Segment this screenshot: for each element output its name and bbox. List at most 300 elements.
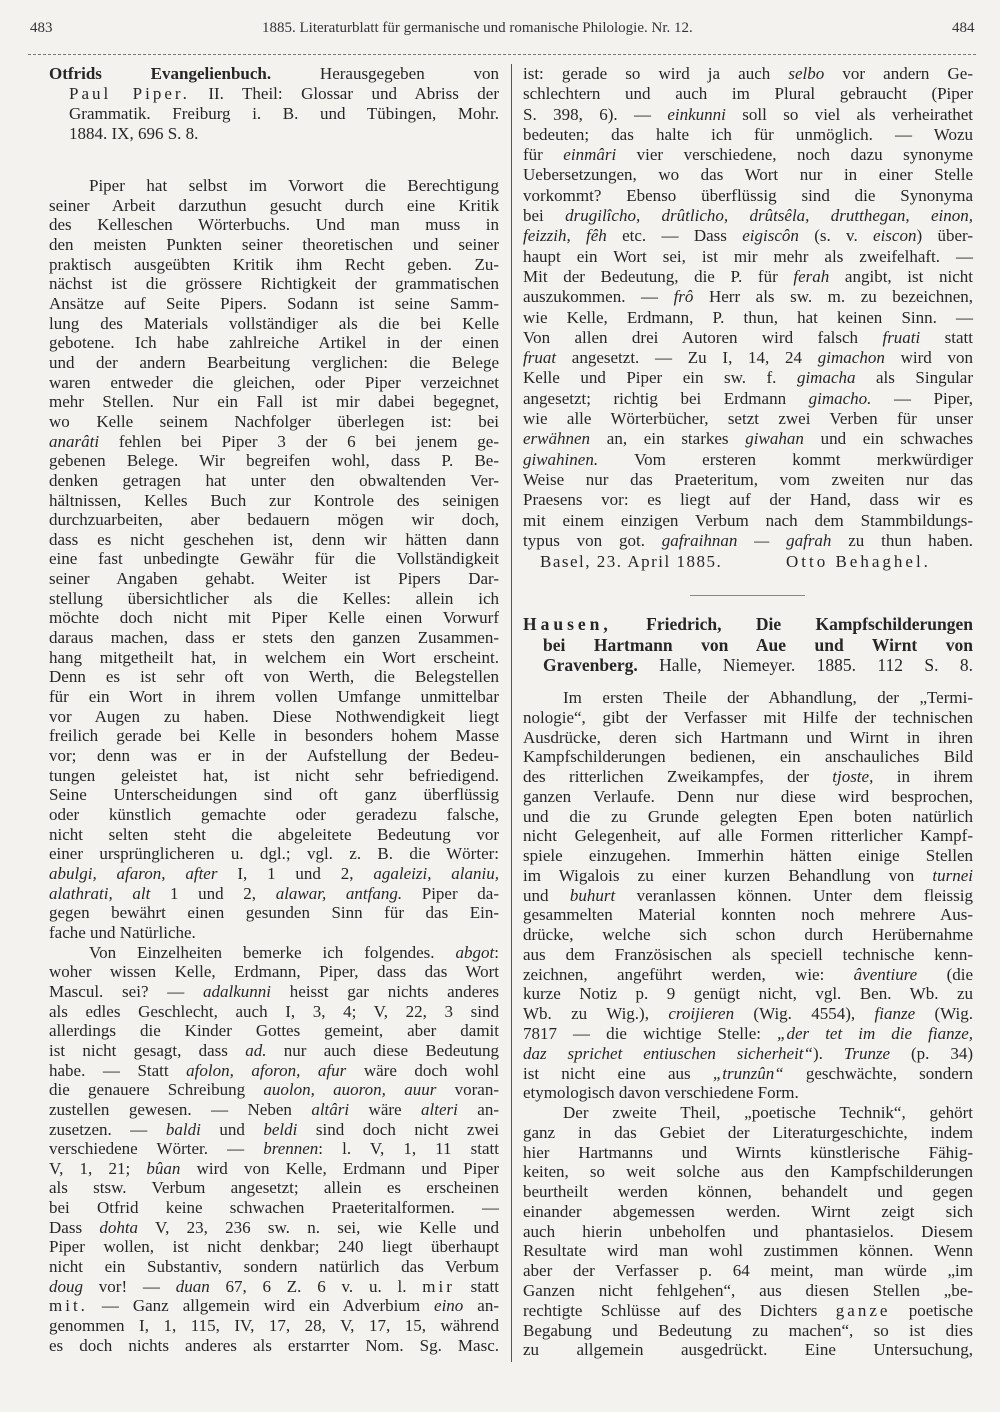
text-run: waren entweder die gleichen, oder Piper verzeichnet: [49, 372, 499, 392]
text-line: [49, 844, 499, 864]
text-run: eine fast unbedingte Gewähr für die Vollständigkeit: [49, 549, 499, 569]
spaced-emphasis: mir: [422, 1276, 455, 1296]
italic-term: fianze: [874, 1004, 916, 1024]
text-line: [49, 491, 499, 511]
text-run: wird von Kelle, Erdmann und Piper: [180, 1158, 499, 1178]
paragraph: [49, 943, 499, 1356]
text-line: [523, 1024, 973, 1044]
text-line: [49, 687, 499, 707]
text-line: [49, 373, 499, 393]
text-line: [523, 1064, 973, 1084]
text-run: gebenen Belege. Wir begreifen wohl, dass P. Be-: [49, 451, 499, 471]
text-run: durchzuarbeiten, aber bedauern mögen wir doch,: [49, 510, 499, 530]
italic-term: selbo: [788, 64, 825, 83]
text-line: [49, 1021, 499, 1041]
italic-term: baldi: [165, 1119, 201, 1139]
text-run: einer ursprünglicheren u. dgl.; vgl. z. B. die Wörter:: [49, 844, 499, 864]
text-line: [523, 1004, 973, 1024]
text-line: [49, 1120, 499, 1140]
text-run: wie Kelle, Erdmann, P. thun, hat keinen Sinn. —: [523, 307, 973, 327]
text-line: [523, 1281, 973, 1301]
text-run: auch hierin unbeholfen und phantasielos. Diesem: [523, 1221, 973, 1241]
text-run: verschiedene Wörter. —: [49, 1139, 264, 1159]
paragraph: [523, 64, 973, 551]
text-line: [49, 294, 499, 314]
italic-term: gafraihnan — gafrah: [661, 530, 832, 550]
text-run: voran-: [436, 1080, 500, 1100]
text-run: Piper hat selbst im Vorwort die Berechtigung: [89, 176, 499, 195]
italic-term: frô: [673, 287, 694, 307]
text-run: Mascul. sei? —: [49, 981, 204, 1001]
left-column-body: [49, 176, 499, 1355]
text-run: genommen I, 1, 115, IV, 17, 28, V, 17, 15, während: [49, 1316, 499, 1336]
text-line: [49, 1178, 499, 1198]
italic-term: tjoste,: [832, 767, 874, 787]
text-run: hang mitgetheilt hat, in welchem ein Wort erscheint.: [49, 647, 499, 667]
text-run: Der zweite Theil, „poetische Technik“, gehört: [563, 1103, 973, 1123]
text-run: Piper da-: [402, 883, 499, 903]
text-run: zustellen gewesen. — Neben: [49, 1099, 312, 1119]
page-number-left: 483: [30, 20, 53, 36]
signature-place-date: Basel, 23. April 1885.: [540, 552, 723, 571]
italic-term: gimacho.: [808, 388, 872, 408]
bold-title: bei Hartmann von Aue und Wirnt von: [543, 634, 973, 655]
text-line: [49, 1002, 499, 1022]
review-heading-otfrid: [49, 64, 499, 144]
text-run: II. Theil: Glossar und Abriss der: [189, 84, 500, 103]
text-line: [49, 805, 499, 825]
text-line: [523, 886, 973, 906]
text-line: [523, 826, 973, 846]
text-run: V, 23, 236 sw. n. sei, wie Kelle und: [138, 1217, 499, 1237]
text-run: für: [523, 145, 564, 165]
text-line: [49, 903, 499, 923]
text-run: (p. 34): [890, 1043, 973, 1063]
text-run: Herausgegeben von: [271, 64, 499, 83]
text-run: vor andern Ge-: [824, 64, 973, 83]
bold-title: Otfrids Evangelienbuch.: [49, 64, 272, 83]
text-run: Dass: [49, 1217, 100, 1237]
text-run: wäre: [349, 1099, 422, 1119]
text-line: [523, 450, 973, 470]
text-line: [523, 655, 973, 676]
text-line: [523, 728, 973, 748]
text-line: [49, 1100, 499, 1120]
italic-term: ad.: [245, 1040, 267, 1060]
text-run: 1 und 2,: [150, 883, 276, 903]
text-line: [523, 905, 973, 925]
section-separator: [690, 595, 805, 596]
italic-term: beldi: [263, 1119, 298, 1139]
text-run: und: [200, 1119, 264, 1139]
text-run: an-: [463, 1296, 499, 1316]
text-run: Begabung und Bedeutung zu machen“, so ist dies: [523, 1320, 973, 1340]
italic-term: anarâti: [49, 431, 100, 451]
text-run: kurze Notiz p. 9 genügt nicht, vgl. Ben. Wb. zu: [523, 984, 973, 1004]
text-line: [49, 215, 499, 235]
text-run: im Wigalois zu einer kurzen Behandlung von: [523, 865, 933, 885]
text-run: Kampfschilderungen bedienen, ein anschauliches Bild: [523, 747, 973, 767]
text-run: Ausdrücke, deren sich Hartmann und Wirnt in ihren: [523, 727, 973, 747]
text-line: [49, 884, 499, 904]
text-line: [523, 614, 973, 635]
text-run: des Kelleschen Wörterbuchs. Und man muss in: [49, 215, 499, 235]
signature-author: Otto Behaghel.: [786, 552, 931, 571]
text-run: nicht Gelegenheit, auf alle Formen ritterlicher Kampf-: [523, 826, 973, 846]
text-line: [49, 471, 499, 491]
text-line: [523, 125, 973, 145]
text-line: [523, 206, 973, 226]
italic-term: alathrati, alt: [49, 883, 151, 903]
text-run: Im ersten Theile der Abhandlung, der „Termi-: [563, 688, 973, 707]
italic-term: buhurt: [569, 885, 616, 905]
text-run: I, 1 und 2,: [217, 863, 374, 883]
text-line: [49, 549, 499, 569]
text-run: und ein schwaches: [803, 429, 973, 449]
text-run: zu thun haben.: [831, 530, 974, 550]
text-line: [49, 274, 499, 294]
text-run: gesammelten Material konnten noch mehrere Aus-: [523, 905, 973, 925]
text-run: angesetzt. — Zu I, 14, 24: [556, 348, 818, 368]
text-line: [523, 984, 973, 1004]
text-line: [523, 1202, 973, 1222]
text-run: : l. V, 1, 11 statt: [318, 1139, 499, 1159]
italic-term: altâri: [311, 1099, 350, 1119]
text-line: [523, 1162, 973, 1182]
text-run: ) über-: [916, 226, 973, 246]
text-run: ist nicht eine aus: [523, 1063, 713, 1083]
text-run: drücke, welche sich schon durch Herübernahme: [523, 925, 973, 945]
text-run: heisst gar nichts anderes: [271, 981, 500, 1001]
italic-term: adalkunni: [203, 981, 272, 1001]
text-line: [49, 648, 499, 668]
text-line: [49, 104, 499, 124]
italic-term: croijieren: [668, 1004, 735, 1024]
text-run: seiner Arbeit darzuthun gesucht durch eine Kritik: [49, 195, 499, 215]
text-run: Wb. zu Wig.),: [523, 1004, 669, 1024]
text-run: und der andern Bearbeitung verglichen: die Belege: [49, 352, 499, 372]
text-line: [49, 333, 499, 353]
text-line: [49, 124, 499, 144]
text-line: [49, 196, 499, 216]
italic-term: bûan: [146, 1158, 181, 1178]
page-number-right: 484: [952, 20, 975, 36]
paragraph: [523, 688, 973, 1103]
italic-term: eino: [434, 1296, 464, 1316]
text-run: an, ein starkes: [590, 429, 746, 449]
text-run: Herr als sw. m. zu bezeichnen,: [693, 287, 973, 307]
text-run: oder künstlich gemachte oder geradezu falsche,: [49, 805, 499, 824]
text-run: typus von got.: [523, 530, 662, 550]
text-run: angesetzt; richtig bei Erdmann: [523, 388, 809, 408]
text-line: [523, 747, 973, 767]
italic-term: einkunni: [667, 104, 726, 124]
italic-term: fruat: [523, 348, 557, 368]
text-run: und: [523, 885, 570, 905]
text-line: [523, 1044, 973, 1064]
italic-term: daz sprichet entiuschen sicherheit“: [523, 1043, 813, 1063]
text-run: Vom ersteren kommt merkwürdiger: [598, 449, 973, 469]
text-run: zu allgemein ausgedrückt. Eine Untersuchung,: [523, 1340, 973, 1360]
text-line: [523, 1301, 973, 1321]
text-run: :: [494, 942, 499, 962]
text-run: Von allen drei Autoren wird falsch: [523, 327, 883, 347]
text-run: dass es nicht geschehen ist, denn wir hätten dann: [49, 529, 499, 549]
text-run: woher wissen Kelle, Erdmann, Piper, dass das Wort: [49, 962, 499, 982]
text-run: fache und Natürliche.: [49, 922, 196, 942]
text-run: (Wig. 4554),: [734, 1004, 875, 1024]
text-run: nologie“, gibt der Verfasser mit Hilfe der technischen: [523, 707, 973, 727]
text-run: nicht selten steht die abgeleitete Bedeutung vor: [49, 824, 499, 844]
text-run: angibt, ist nicht: [829, 266, 973, 286]
running-header-title: 1885. Literaturblatt für germanische und romanische Philologie. Nr. 12.: [262, 20, 693, 36]
text-line: [523, 807, 973, 827]
text-line: [523, 429, 973, 449]
header-rule: [28, 54, 976, 55]
italic-term: drugilîcho, drûtlicho, drûtsêla, drutthegan, einon,: [565, 206, 973, 226]
column-divider: [511, 64, 512, 1362]
text-run: vor! —: [83, 1276, 176, 1296]
text-line: [49, 530, 499, 550]
text-run: V, 1, 21;: [49, 1158, 147, 1178]
review-heading-hausen: [523, 614, 973, 676]
text-line: [523, 145, 973, 165]
text-line: [523, 490, 973, 510]
text-line: [523, 531, 973, 551]
text-run: statt: [920, 327, 973, 347]
text-run: vor; denn was er in der Aufstellung der Bedeu-: [49, 746, 499, 766]
text-line: [523, 226, 973, 246]
bold-title: Gravenberg.: [543, 655, 638, 675]
text-run: etymologisch davon verschiedene Form.: [523, 1083, 799, 1103]
right-column-continuation: [523, 64, 973, 551]
text-run: 7817 — die wichtige Stelle:: [523, 1024, 778, 1044]
text-line: [523, 1103, 973, 1123]
text-run: für ein Wort in ihrem vollen Umfange unmittelbar: [49, 687, 499, 707]
text-run: denken getragen hat unter den obwaltenden Ver-: [49, 470, 499, 490]
text-run: praktisch ausgeübten Kritik ihm Recht geben. Zu-: [49, 254, 499, 274]
text-run: bei: [523, 206, 566, 226]
text-line: [49, 608, 499, 628]
text-line: [49, 412, 499, 432]
text-run: nur auch diese Bedeutung: [266, 1040, 499, 1060]
paragraph: [49, 176, 499, 943]
text-run: Kelle und Piper ein sw. f.: [523, 368, 797, 388]
text-run: gebotene. Ich habe zahlreiche Artikel in der einen: [49, 333, 499, 353]
text-run: (die: [917, 964, 973, 984]
text-line: [49, 726, 499, 746]
text-line: [49, 353, 499, 373]
italic-term: dohta: [99, 1217, 139, 1237]
spaced-emphasis: Paul Piper.: [69, 84, 190, 103]
text-line: [523, 389, 973, 409]
italic-term: auolon, auoron, auur: [263, 1080, 437, 1100]
text-line: [523, 84, 973, 104]
text-run: als Singular: [855, 368, 973, 388]
text-line: [523, 1241, 973, 1261]
text-line: [49, 962, 499, 982]
text-line: [49, 569, 499, 589]
text-run: vier verschiedene, noch dazu synonyme: [616, 145, 973, 165]
text-line: [49, 746, 499, 766]
italic-term: alteri: [421, 1099, 458, 1119]
italic-term: eiscon: [873, 226, 917, 246]
text-line: [523, 965, 973, 985]
text-run: vorkommt? Ebenso überflüssig sind die Synonyma: [523, 185, 973, 205]
text-line: [523, 470, 973, 490]
text-line: [49, 1061, 499, 1081]
text-line: [49, 392, 499, 412]
text-run: schlechtern und auch im Plural gebraucht (Piper: [523, 84, 973, 104]
text-line: [523, 308, 973, 328]
text-line: [523, 511, 973, 531]
text-line: [49, 1041, 499, 1061]
text-run: beurtheilt werden können, behandelt und gegen: [523, 1182, 973, 1202]
italic-term: alawar, antfang.: [275, 883, 403, 903]
text-line: [523, 368, 973, 388]
text-line: [49, 1218, 499, 1238]
text-run: ist: gerade so wird ja auch: [523, 64, 789, 83]
text-run: ganz in das Gebiet der Literaturgeschichte, indem: [523, 1122, 973, 1142]
text-run: etc. — Dass: [606, 226, 743, 246]
text-run: veranlassen können. Unter dem fleissig: [615, 885, 973, 905]
italic-term: brennen: [263, 1139, 319, 1159]
text-line: [523, 846, 973, 866]
text-run: und die zu Grunde gelegten Epen boten natürlich: [523, 806, 973, 826]
text-run: wäre doch wohl: [346, 1060, 500, 1080]
italic-term: doug: [49, 1276, 83, 1296]
text-run: daraus machen, dass er stets den ganzen Zusammen-: [49, 628, 499, 648]
text-run: mehr Stellen. Nur ein Fall ist mir dabei begegnet,: [49, 392, 499, 412]
text-run: rechtigte Schlüsse auf des Dichters: [523, 1300, 836, 1320]
text-line: [523, 165, 973, 185]
text-run: wo Kelle seinem Nachfolger überlegen ist: bei: [49, 411, 499, 431]
text-line: [523, 1222, 973, 1242]
text-run: statt: [454, 1276, 499, 1296]
text-line: [523, 64, 973, 84]
text-run: — Ganz allgemein wird ein Adverbium: [87, 1296, 435, 1316]
text-run: Ansätze auf Seite Pipers. Sodann ist seine Samm-: [49, 293, 499, 313]
text-line: [49, 707, 499, 727]
text-line: [49, 1080, 499, 1100]
text-run: allerdings die Kinder Gottes gemeint, aber damit: [49, 1021, 499, 1041]
text-line: [523, 866, 973, 886]
text-line: [49, 1159, 499, 1179]
text-line: [523, 1143, 973, 1163]
text-run: an-: [457, 1099, 499, 1119]
paragraph: [523, 1103, 973, 1360]
text-run: geschwächte, sondern: [783, 1063, 973, 1083]
text-run: freilich gerade bei Kelle in besonders hohem Masse: [49, 726, 499, 746]
text-line: [49, 1257, 499, 1277]
text-line: [49, 176, 499, 196]
text-line: [49, 1237, 499, 1257]
text-run: Grammatik. Freiburg i. B. und Tübingen, Mohr.: [69, 104, 499, 123]
italic-term: erwähnen: [523, 429, 591, 449]
text-run: haupt ein Wort sei, ist mir mehr als zweifelhaft. —: [523, 246, 973, 266]
text-run: ist nicht gesagt, dass: [49, 1040, 246, 1060]
italic-term: abgot: [455, 942, 495, 962]
text-run: die genauere Schreibung: [49, 1080, 264, 1100]
text-run: es doch nichts anderes als erstarrter Nom. Sg. Masc.: [49, 1335, 499, 1355]
italic-term: eigiscôn: [742, 226, 799, 246]
text-line: [523, 409, 973, 429]
text-run: spiele einzugehen. Immerhin hätten einige Stellen: [523, 846, 973, 866]
italic-term: „trunzûn“: [712, 1063, 784, 1083]
text-run: in ihrem: [873, 767, 973, 787]
text-run: als edles Geschlecht, auch I, 3, 4; V, 22, 3 sind: [49, 1001, 499, 1021]
text-run: möchte doch nicht mit Piper Kelle einen Vorwurf: [49, 608, 499, 628]
text-line: [49, 1277, 499, 1297]
text-run: fehlen bei Piper 3 der 6 bei jenem ge-: [99, 431, 499, 451]
text-run: Von Einzelheiten bemerke ich folgendes.: [89, 942, 456, 962]
text-line: [523, 348, 973, 368]
text-run: bedeuten; das halte ich für unmöglich. — Wozu: [523, 124, 973, 144]
italic-term: abulgi, afaron, after: [49, 863, 218, 883]
text-run: — Piper,: [871, 388, 973, 408]
text-run: hältnissen, Kelles Buch zur Kontrole des seinigen: [49, 490, 499, 510]
text-run: S. 398, 6). —: [523, 104, 668, 124]
text-run: Resultate wird man wohl zustimmen können. Wenn: [523, 1241, 973, 1261]
text-run: Denn es ist sehr oft von Werth, die Belegstellen: [49, 667, 499, 687]
text-run: Weise nur das Praeteritum, vom zweiten nur das: [523, 469, 973, 489]
text-line: [523, 186, 973, 206]
text-run: stellung übersichtlicher als die Kelles: allein ich: [49, 588, 499, 608]
text-run: vor Augen zu haben. Diese Nothwendigkeit liegt: [49, 706, 499, 726]
text-line: [523, 1340, 973, 1360]
text-line: [523, 1321, 973, 1341]
text-run: wird von: [884, 348, 973, 368]
italic-term: gimacha: [796, 368, 856, 388]
text-line: [523, 267, 973, 287]
italic-term: ferah: [793, 266, 830, 286]
text-run: nicht ein Substantiv, sondern natürlich das Verbum: [49, 1257, 499, 1277]
text-line: [49, 1336, 499, 1356]
text-run: (Wig.: [915, 1004, 973, 1024]
text-run: habe. — Statt: [49, 1060, 187, 1080]
text-run: Halle, Niemeyer. 1885. 112 S. 8.: [637, 655, 973, 675]
italic-term: giwahinen.: [523, 449, 599, 469]
text-line: [523, 328, 973, 348]
text-line: [49, 84, 499, 104]
text-line: [49, 982, 499, 1002]
bold-title: Friedrich, Die Kampfschilderungen: [611, 614, 973, 634]
text-line: [49, 64, 499, 84]
text-line: [49, 314, 499, 334]
italic-term: einmâri: [563, 145, 617, 165]
italic-term: gimachon: [817, 348, 885, 368]
italic-term: agaleizi, alaniu,: [373, 863, 499, 883]
text-line: [523, 1083, 973, 1103]
text-run: ganzen Verlaufe. Denn nur diese wird besprochen,: [523, 786, 973, 806]
italic-term: fruati: [882, 327, 921, 347]
text-run: ).: [812, 1043, 844, 1063]
text-run: Uebersetzungen, wo das Wort nur in einer Stelle: [523, 165, 973, 185]
text-run: gegen bewährt einen gesunden Sinn für das Ein-: [49, 903, 499, 923]
text-line: [49, 1296, 499, 1316]
text-line: [523, 767, 973, 787]
italic-term: feizzih, fêh: [523, 226, 607, 246]
italic-term: âventiure: [853, 964, 918, 984]
right-column-body: [523, 688, 973, 1360]
italic-term: Trunze: [843, 1043, 891, 1063]
text-line: [49, 1316, 499, 1336]
text-line: [49, 255, 499, 275]
text-run: poetische: [890, 1300, 973, 1320]
text-run: aber der Verfasser p. 64 meint, man würde „im: [523, 1261, 973, 1281]
text-run: hier Hartmanns und Wirnts künstlerische Fähig-: [523, 1142, 973, 1162]
text-run: sind doch nicht zwei: [297, 1119, 500, 1139]
